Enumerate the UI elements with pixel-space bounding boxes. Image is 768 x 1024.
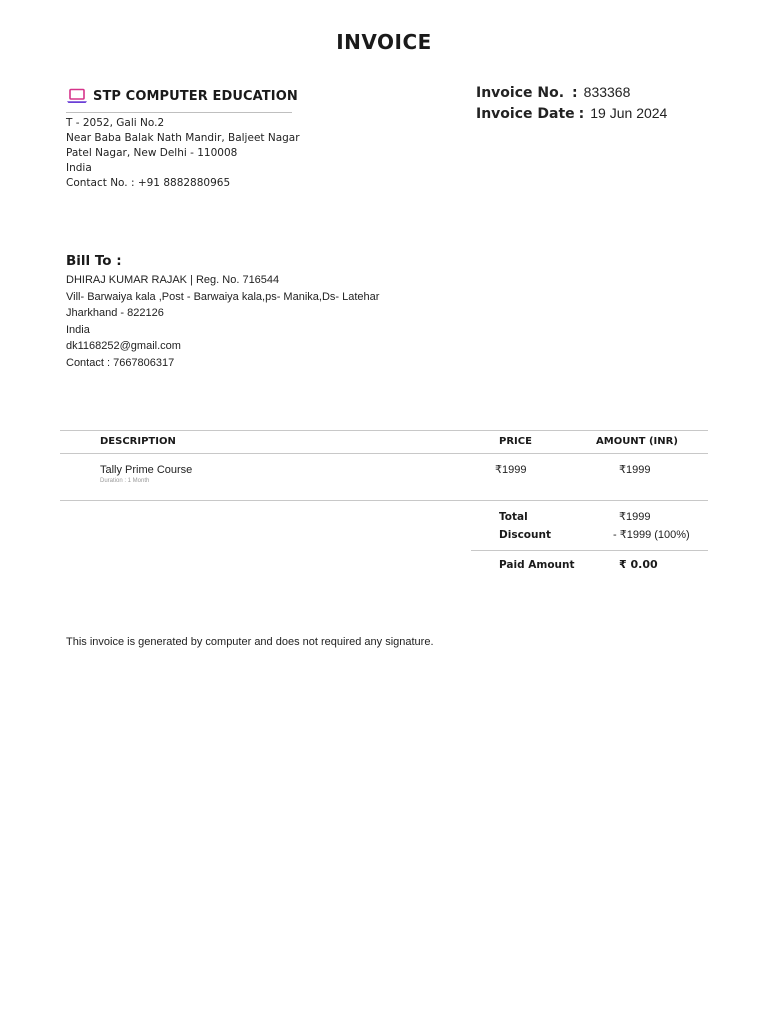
- invoice-date-colon: :: [578, 106, 585, 122]
- customer-address-line: Vill- Barwaiya kala ,Post - Barwaiya kala,ps- Manika,Ds- Latehar: [66, 290, 380, 303]
- paid-amount-value: ₹ 0.00: [619, 558, 658, 571]
- company-contact: Contact No. : +91 8882880965: [66, 177, 231, 189]
- table-top-rule: [60, 430, 708, 431]
- invoice-meta: [476, 84, 667, 126]
- table-header-rule: [60, 453, 708, 454]
- header-amount: AMOUNT (INR): [596, 436, 678, 447]
- item-price: ₹1999: [495, 464, 527, 476]
- total-value: ₹1999: [619, 511, 651, 523]
- customer-email: dk1168252@gmail.com: [66, 340, 181, 353]
- invoice-title: INVOICE: [336, 30, 432, 54]
- company-address-line: India: [66, 162, 92, 174]
- header-price: PRICE: [499, 436, 532, 447]
- paid-amount-label: Paid Amount: [499, 559, 575, 571]
- item-amount: ₹1999: [619, 464, 651, 476]
- company-address: [66, 116, 300, 191]
- invoice-date-label: Invoice Date: [476, 106, 575, 122]
- invoice-number: 833368: [583, 84, 631, 100]
- bill-to-heading: Bill To :: [66, 253, 122, 269]
- company-address-line: Patel Nagar, New Delhi - 110008: [66, 147, 238, 159]
- customer-name-reg: DHIRAJ KUMAR RAJAK | Reg. No. 716544: [66, 274, 280, 286]
- item-duration: Duration : 1 Month: [100, 478, 150, 484]
- company-address-line: T - 2052, Gali No.2: [66, 117, 165, 129]
- discount-value: - ₹1999 (100%): [613, 529, 690, 541]
- customer-country: India: [66, 323, 90, 336]
- table-bottom-rule: [60, 500, 708, 501]
- laptop-icon: [66, 88, 88, 104]
- header-description: DESCRIPTION: [100, 436, 176, 447]
- invoice-date: 19 Jun 2024: [590, 105, 668, 121]
- invoice-number-label: Invoice No.: [476, 85, 565, 101]
- total-label: Total: [499, 511, 528, 523]
- item-description: Tally Prime Course: [100, 464, 193, 476]
- customer-contact: Contact : 7667806317: [66, 356, 175, 369]
- company-address-line: Near Baba Balak Nath Mandir, Baljeet Nagar: [66, 132, 300, 144]
- brand-divider: [66, 112, 292, 113]
- invoice-number-colon: :: [572, 85, 578, 101]
- customer-address-line: Jharkhand - 822126: [66, 307, 164, 320]
- discount-label: Discount: [499, 529, 551, 541]
- footer-note: This invoice is generated by computer and does not required any signature.: [66, 636, 434, 648]
- invoice-date-row: [476, 105, 667, 126]
- invoice-number-row: [476, 84, 667, 105]
- summary-rule: [471, 550, 708, 551]
- company-brand: [66, 88, 298, 104]
- company-name: STP COMPUTER EDUCATION: [93, 88, 298, 104]
- bill-to-details: [66, 272, 379, 372]
